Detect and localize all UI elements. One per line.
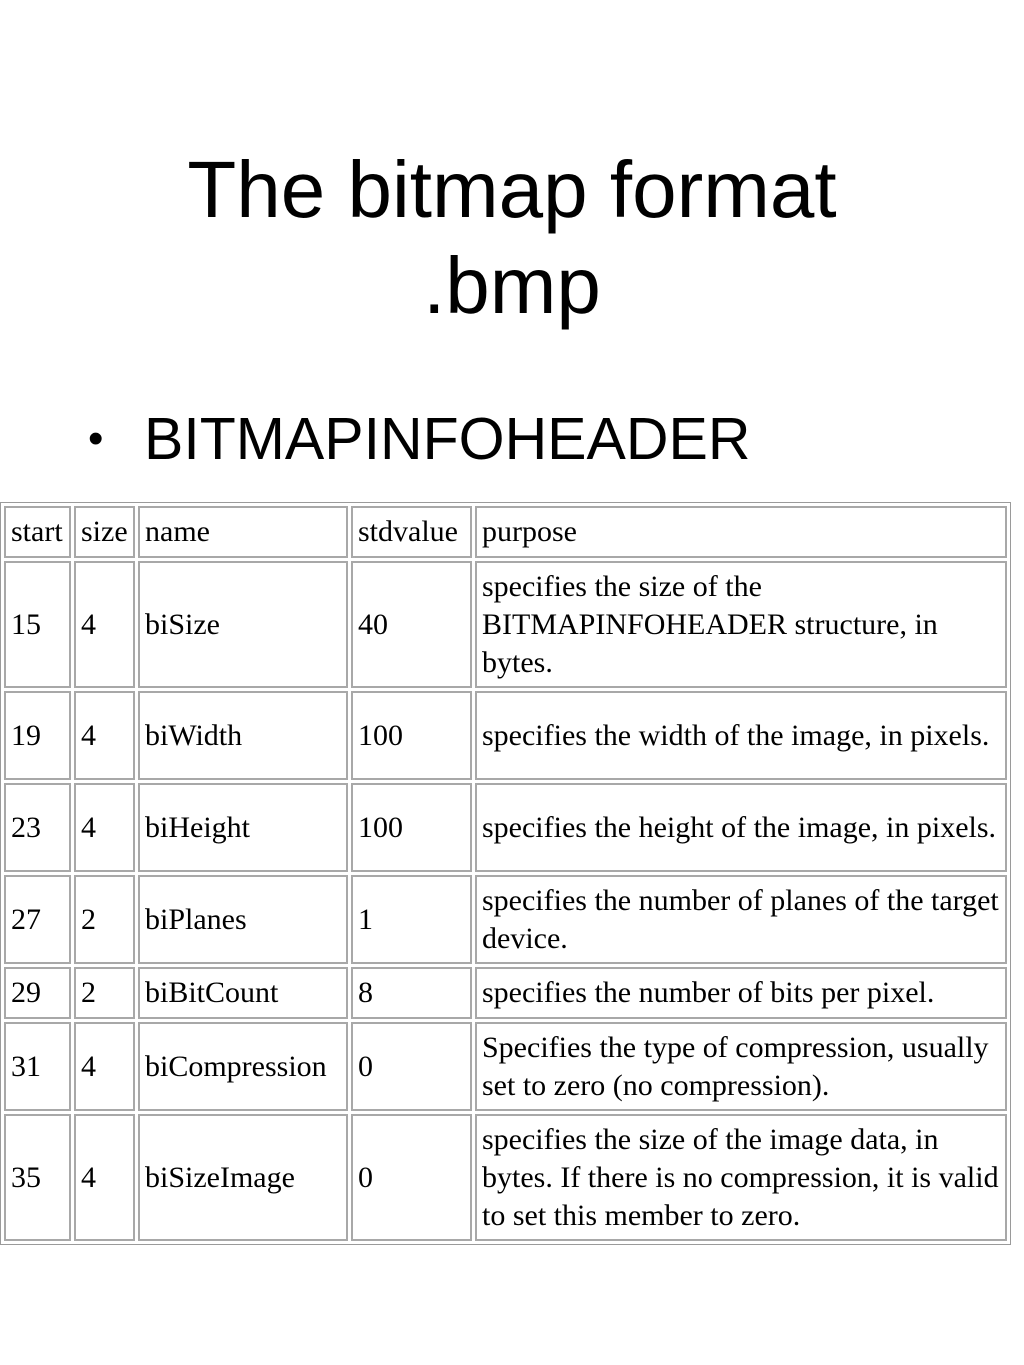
bullet-marker: • bbox=[88, 414, 104, 463]
slide-title bbox=[0, 142, 1024, 334]
cell-name: biCompression bbox=[138, 1022, 348, 1111]
cell-purpose: specifies the size of the image data, in bytes. If there is no compression, it is valid to set this member to zero. bbox=[475, 1114, 1007, 1241]
cell-start: 19 bbox=[4, 691, 71, 780]
table-row bbox=[4, 967, 1007, 1019]
table-row bbox=[4, 1114, 1007, 1241]
cell-purpose: Specifies the type of compression, usually set to zero (no compression). bbox=[475, 1022, 1007, 1111]
cell-purpose: specifies the width of the image, in pixels. bbox=[475, 691, 1007, 780]
table-row bbox=[4, 1022, 1007, 1111]
cell-name: biSizeImage bbox=[138, 1114, 348, 1241]
cell-stdvalue: 8 bbox=[351, 967, 472, 1019]
cell-purpose: specifies the size of the BITMAPINFOHEADER structure, in bytes. bbox=[475, 561, 1007, 688]
cell-purpose: specifies the number of bits per pixel. bbox=[475, 967, 1007, 1019]
cell-start: 27 bbox=[4, 875, 71, 964]
table-row bbox=[4, 875, 1007, 964]
cell-start: 29 bbox=[4, 967, 71, 1019]
bullet-text: BITMAPINFOHEADER bbox=[144, 406, 751, 472]
column-header-purpose: purpose bbox=[475, 506, 1007, 558]
cell-stdvalue: 100 bbox=[351, 783, 472, 872]
cell-size: 2 bbox=[74, 967, 135, 1019]
bitmapinfoheader-table bbox=[0, 502, 1011, 1245]
cell-purpose: specifies the height of the image, in pixels. bbox=[475, 783, 1007, 872]
column-header-start: start bbox=[4, 506, 71, 558]
cell-size: 2 bbox=[74, 875, 135, 964]
cell-name: biSize bbox=[138, 561, 348, 688]
cell-name: biPlanes bbox=[138, 875, 348, 964]
table-header-row bbox=[4, 506, 1007, 558]
cell-size: 4 bbox=[74, 1022, 135, 1111]
slide-title-line-1: The bitmap format bbox=[187, 145, 837, 234]
cell-start: 31 bbox=[4, 1022, 71, 1111]
bullet-item bbox=[88, 404, 750, 474]
cell-stdvalue: 0 bbox=[351, 1022, 472, 1111]
cell-stdvalue: 100 bbox=[351, 691, 472, 780]
cell-size: 4 bbox=[74, 1114, 135, 1241]
table-row bbox=[4, 561, 1007, 688]
table-row bbox=[4, 783, 1007, 872]
cell-purpose: specifies the number of planes of the target device. bbox=[475, 875, 1007, 964]
column-header-name: name bbox=[138, 506, 348, 558]
column-header-stdvalue: stdvalue bbox=[351, 506, 472, 558]
cell-stdvalue: 40 bbox=[351, 561, 472, 688]
cell-stdvalue: 1 bbox=[351, 875, 472, 964]
table-row bbox=[4, 691, 1007, 780]
cell-start: 23 bbox=[4, 783, 71, 872]
cell-size: 4 bbox=[74, 691, 135, 780]
slide-title-line-2: .bmp bbox=[423, 241, 601, 330]
column-header-size: size bbox=[74, 506, 135, 558]
cell-name: biHeight bbox=[138, 783, 348, 872]
cell-start: 15 bbox=[4, 561, 71, 688]
cell-stdvalue: 0 bbox=[351, 1114, 472, 1241]
cell-name: biBitCount bbox=[138, 967, 348, 1019]
cell-size: 4 bbox=[74, 783, 135, 872]
cell-name: biWidth bbox=[138, 691, 348, 780]
cell-start: 35 bbox=[4, 1114, 71, 1241]
cell-size: 4 bbox=[74, 561, 135, 688]
